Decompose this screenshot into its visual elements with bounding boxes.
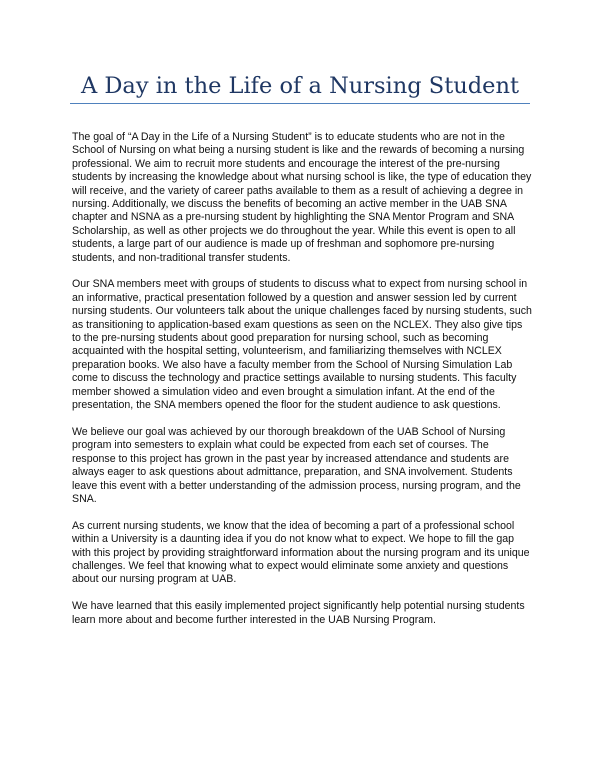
paragraph-motivation: As current nursing students, we know that the idea of becoming a part of a professional school within a University is a daunting idea if you do not know what to expect. We hope to fill the gap with this project by providing straightforward information about the nursing program and its unique challenges. We feel that knowing what to expect would eliminate some anxiety and questions about our nursing program at UAB. xyxy=(72,519,530,586)
paragraph-presentation: Our SNA members meet with groups of students to discuss what to expect from nursing school in an informative, practical presentation followed by a question and answer session led by current nursing students. Our volunteers talk about the unique challenges faced by nursing students, such as transitioning to application-based exam questions as seen on the NCLEX. They also give tips to the pre-nursing students about good preparation for nursing school, such as becoming acquainted with the hospital setting, volunteerism, and familiarizing themselves with NCLEX preparation books. We also have a faculty member from the School of Nursing Simulation Lab come to discuss the technology and practice settings available to nursing students. This faculty member showed a simulation video and even brought a simulation infant. At the end of the presentation, the SNA members opened the floor for the student audience to ask questions. xyxy=(72,278,532,412)
paragraph-conclusion: We have learned that this easily implemented project significantly help potential nursing students learn more about and become further interested in the UAB Nursing Program. xyxy=(72,600,525,626)
document-title: A Day in the Life of a Nursing Student xyxy=(80,73,519,99)
paragraph-goal: The goal of “A Day in the Life of a Nursing Student” is to educate students who are not in the School of Nursing on what being a nursing student is like and the rewards of becoming a nursing professional. We aim to recruit more students and encourage the interest of the pre-nursing students by increasing the knowledge about what nursing school is like, the type of education they will receive, and the variety of career paths available to them as a result of achieving a degree in nursing. Additionally, we discuss the benefits of becoming an active member in the UAB SNA chapter and NSNA as a pre-nursing student by highlighting the SNA Mentor Program and SNA Scholarship, as well as other projects we do throughout the year. While this event is open to all students, a large part of our audience is made up of freshman and sophomore pre-nursing students, and non-traditional transfer students. xyxy=(72,131,532,264)
document-body xyxy=(72,131,532,640)
title-underline xyxy=(70,103,530,104)
paragraph-outcome: We believe our goal was achieved by our thorough breakdown of the UAB School of Nursing program into semesters to explain what could be expected from each set of courses. The response to this project has grown in the past year by increased attendance and students are always eager to ask questions about admittance, preparation, and SNA involvement. Students leave this event with a better understanding of the admission process, nursing program, and the SNA. xyxy=(72,425,521,505)
